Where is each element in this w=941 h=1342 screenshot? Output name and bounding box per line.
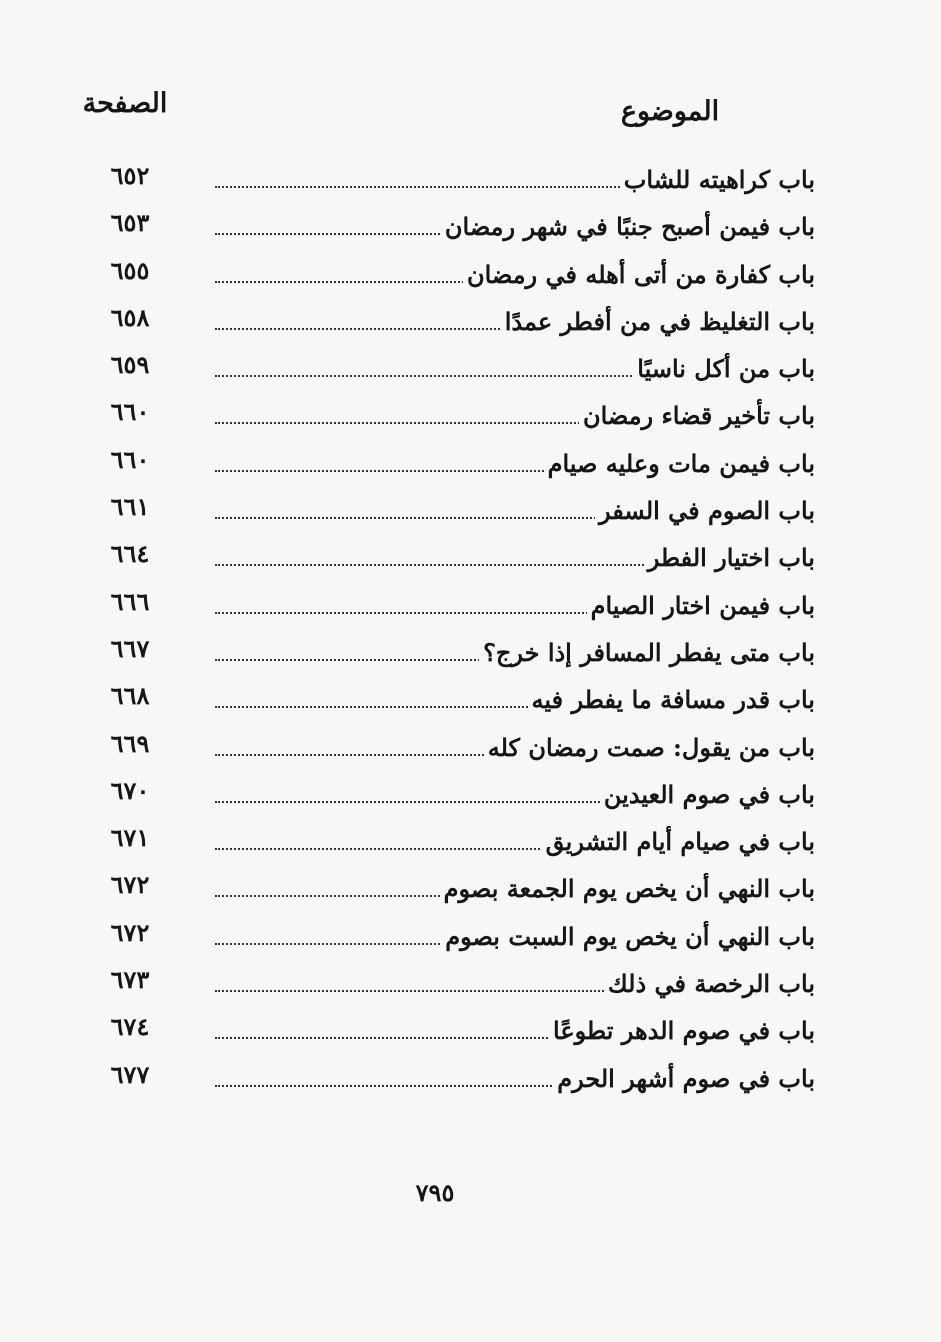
- toc-entry[interactable]: [90, 818, 815, 865]
- table-of-contents: [90, 156, 815, 1102]
- toc-entry[interactable]: [90, 629, 815, 676]
- toc-entry[interactable]: [90, 298, 815, 345]
- toc-entry-title: باب في صيام أيام التشريق: [542, 818, 815, 865]
- toc-entry-page: ٦٦٠: [110, 444, 150, 474]
- toc-entry[interactable]: [90, 724, 815, 771]
- page-number: ٧٩٥: [415, 1178, 455, 1207]
- toc-entry-title: باب التغليظ في من أفطر عمدًا: [501, 298, 815, 345]
- page-column-header: الصفحة: [82, 88, 168, 119]
- toc-entry[interactable]: [90, 913, 815, 960]
- toc-entry[interactable]: [90, 771, 815, 818]
- toc-entry-page: ٦٧٤: [110, 1012, 150, 1042]
- toc-entry[interactable]: [90, 1055, 815, 1102]
- toc-entry-title: باب كراهيته للشاب: [620, 156, 815, 203]
- toc-entry-page: ٦٥٢: [110, 161, 150, 190]
- toc-entry-title: باب الصوم في السفر: [595, 487, 815, 534]
- toc-entry-page: ٦٦٧: [110, 633, 150, 663]
- toc-entry-title: باب فيمن أصبح جنبًا في شهر رمضان: [441, 203, 815, 250]
- toc-entry-page: ٦٧٧: [110, 1059, 150, 1089]
- toc-entry-page: ٦٧٠: [110, 775, 150, 805]
- toc-entry[interactable]: [90, 1007, 815, 1054]
- toc-entry-title: باب من يقول: صمت رمضان كله: [484, 724, 815, 771]
- toc-entry-page: ٦٧٣: [110, 965, 150, 995]
- toc-entry-page: ٦٧٢: [110, 917, 150, 947]
- toc-entry-page: ٦٦٨: [110, 681, 150, 711]
- toc-entry[interactable]: [90, 251, 815, 298]
- toc-entry-page: ٦٦٩: [110, 728, 150, 758]
- toc-entry-title: باب في صوم أشهر الحرم: [553, 1055, 815, 1102]
- toc-entry-page: ٦٥٣: [110, 208, 150, 238]
- toc-entry[interactable]: [90, 534, 815, 581]
- toc-entry-title: باب في صوم الدهر تطوعًا: [549, 1007, 815, 1054]
- toc-entry-title: باب في صوم العيدين: [600, 771, 815, 818]
- toc-entry-page: ٦٥٨: [110, 302, 150, 332]
- toc-entry[interactable]: [90, 156, 815, 203]
- toc-entry-title: باب كفارة من أتى أهله في رمضان: [463, 251, 815, 298]
- toc-entry[interactable]: [90, 960, 815, 1007]
- toc-entry-title: باب من أكل ناسيًا: [633, 345, 815, 392]
- toc-entry-page: ٦٦١: [110, 492, 150, 522]
- toc-entry[interactable]: [90, 865, 815, 912]
- toc-entry-title: باب تأخير قضاء رمضان: [579, 392, 815, 439]
- toc-entry[interactable]: [90, 392, 815, 439]
- toc-entry-title: باب فيمن اختار الصيام: [587, 582, 815, 629]
- topic-column-header: الموضوع: [620, 96, 720, 127]
- toc-entry-title: باب النهي أن يخص يوم الجمعة بصوم: [440, 865, 815, 912]
- toc-entry-title: باب قدر مسافة ما يفطر فيه: [528, 676, 815, 723]
- toc-entry-title: باب متى يفطر المسافر إذا خرج؟: [479, 629, 815, 676]
- toc-entry[interactable]: [90, 676, 815, 723]
- toc-entry-title: باب اختيار الفطر: [644, 534, 815, 581]
- toc-entry[interactable]: [90, 440, 815, 487]
- toc-entry-title: باب النهي أن يخص يوم السبت بصوم: [441, 913, 815, 960]
- toc-entry[interactable]: [90, 345, 815, 392]
- toc-entry-title: باب الرخصة في ذلك: [604, 960, 815, 1007]
- toc-entry-page: ٦٧٢: [110, 870, 150, 900]
- toc-entry[interactable]: [90, 487, 815, 534]
- toc-entry-page: ٦٦٤: [110, 539, 150, 569]
- toc-entry[interactable]: [90, 582, 815, 629]
- toc-entry-title: باب فيمن مات وعليه صيام: [544, 440, 815, 487]
- toc-entry-page: ٦٦٦: [110, 586, 150, 616]
- toc-entry-page: ٦٥٥: [110, 255, 150, 285]
- toc-entry-page: ٦٧١: [110, 823, 150, 853]
- toc-entry[interactable]: [90, 203, 815, 250]
- toc-entry-page: ٦٦٠: [110, 397, 150, 427]
- toc-entry-page: ٦٥٩: [110, 350, 150, 380]
